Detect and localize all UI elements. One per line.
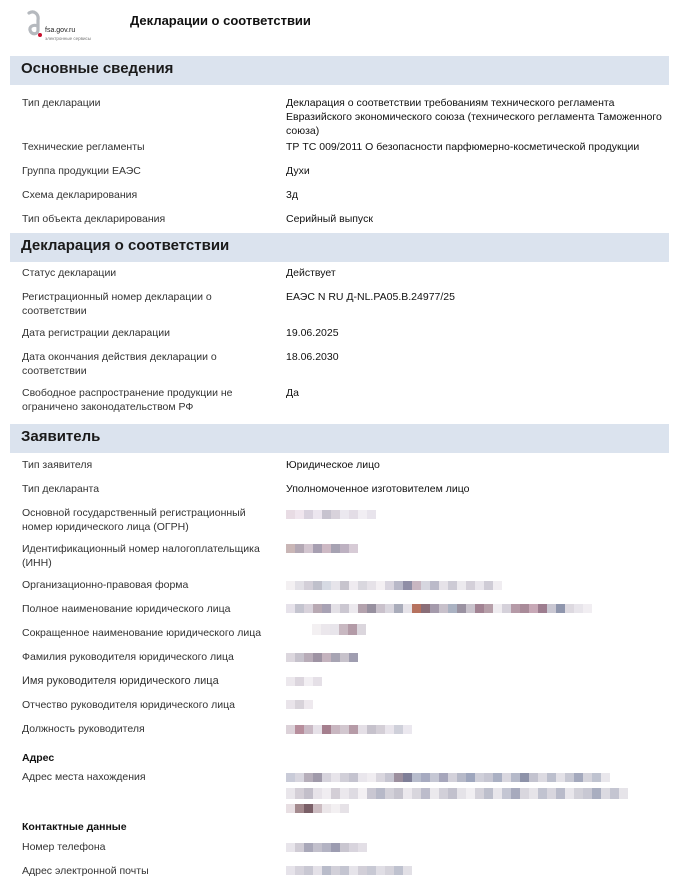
field-label: Свободное распространение продукции не ограничено законодательством РФ [22,387,233,413]
expiry-date: 18.06.2030 [286,351,339,363]
status-value: Действует [286,267,336,279]
section-title: Декларация о соответствии [21,237,230,254]
field-label: Статус декларации [22,267,117,279]
field-label: Тип декларанта [22,483,100,495]
field-value: Духи [286,165,310,177]
redacted-value [286,773,610,782]
field-label: Регистрационный номер декларации о соответствии [22,291,212,317]
field-value: Серийный выпуск [286,213,373,225]
redacted-value [286,866,412,875]
field-label: Идентификационный номер налогоплательщика (ИНН) [22,543,260,569]
redacted-value-line-3 [286,804,349,813]
logo-domain: fsa.gov.ru [45,27,76,34]
field-label: Сокращенное наименование юридического лица [22,627,262,639]
field-label: Фамилия руководителя юридического лица [22,651,234,663]
field-label: Тип заявителя [22,459,93,471]
registration-date: 19.06.2025 [286,327,339,339]
field-label: Адрес электронной почты [22,865,149,877]
section-title: Основные сведения [21,60,174,77]
field-label: Тип декларации [22,97,101,109]
field-label: Имя руководителя юридического лица [22,675,219,687]
redacted-value [286,544,358,553]
section-basic-info [10,56,669,85]
redacted-value [286,843,367,852]
field-value: Да [286,387,299,399]
redacted-value [312,624,366,635]
page-header [0,0,684,52]
field-label: Дата регистрации декларации [22,327,171,339]
field-label: Организационно-правовая форма [22,579,189,591]
redacted-value [286,510,376,519]
field-label: Отчество руководителя юридического лица [22,699,235,711]
field-value: Юридическое лицо [286,459,380,471]
section-applicant [10,424,669,453]
field-value: Уполномоченное изготовителем лицо [286,483,470,495]
field-label: Основной государственный регистрационный номер юридического лица (ОГРН) [22,507,246,533]
field-label: Должность руководителя [22,723,145,735]
field-value: ТР ТС 009/2011 О безопасности парфюмерно-косметической продукции [286,141,640,153]
field-label: Технические регламенты [22,141,145,153]
section-title: Заявитель [21,428,101,445]
field-value: Декларация о соответствии требованиям технического регламента Евразийского экономического союза (технического регламента Таможенного союза) [286,97,662,137]
field-label: Адрес места нахождения [22,771,146,783]
field-label: Тип объекта декларирования [22,213,166,225]
redacted-value-line-2 [286,788,628,799]
registration-number: ЕАЭС N RU Д-NL.РА05.В.24977/25 [286,291,455,303]
section-declaration [10,233,669,262]
redacted-value [286,604,592,613]
logo-subtitle: электронные сервисы [45,36,92,41]
fsa-logo-mark-icon [26,10,42,40]
field-label: Полное наименование юридического лица [22,603,231,615]
field-label: Схема декларирования [22,189,138,201]
subsection-title-address: Адрес [22,752,55,764]
redacted-value [286,653,358,662]
redacted-value [286,700,313,709]
field-label: Дата окончания действия декларации о соответствии [22,351,217,377]
page-title: Декларации о соответствии [130,13,311,28]
subsection-title-contacts: Контактные данные [22,821,127,833]
field-value: 3д [286,189,298,201]
field-label: Группа продукции ЕАЭС [22,165,141,177]
field-label: Номер телефона [22,841,106,853]
redacted-value [286,725,412,734]
fsa-logo[interactable] [26,10,106,44]
redacted-value [286,677,322,686]
redacted-value [286,581,502,590]
